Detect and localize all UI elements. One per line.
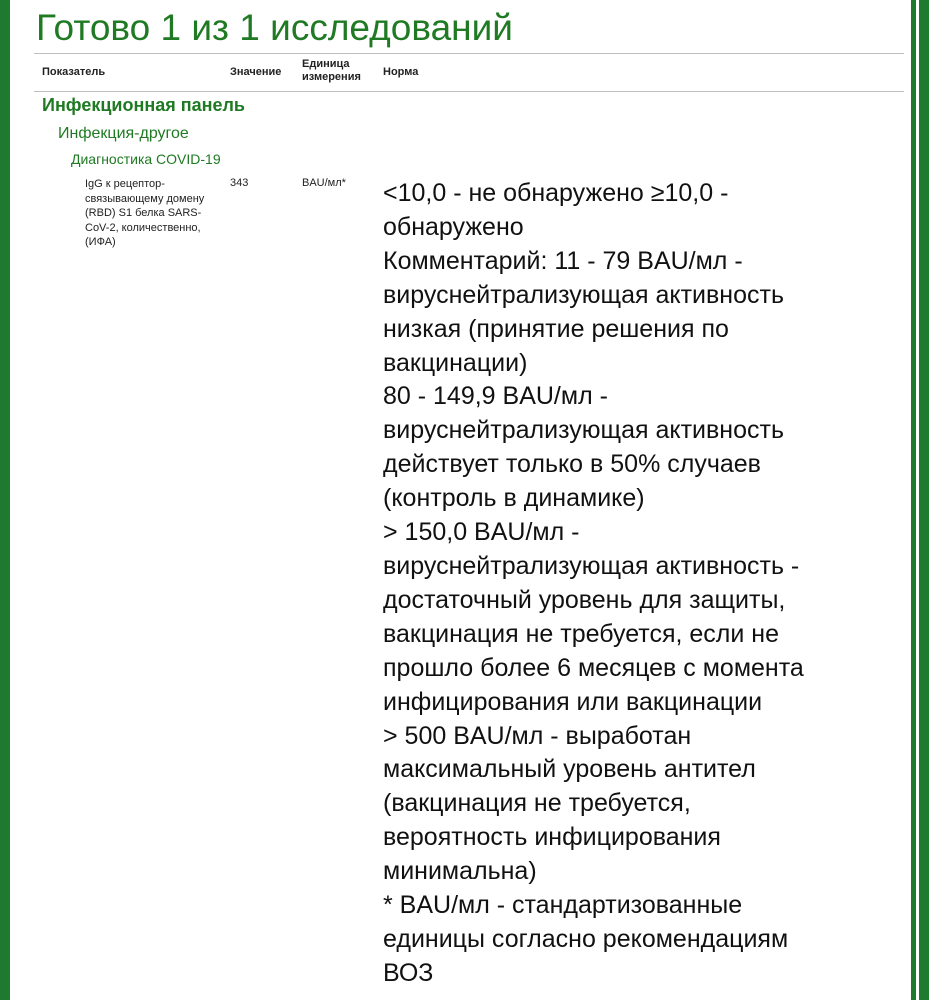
left-frame-border (0, 0, 10, 1000)
norm-line: 80 - 149,9 BAU/мл - (383, 382, 608, 411)
norm-line: обнаружено (383, 212, 524, 241)
norm-line: > 500 BAU/мл - выработан (383, 721, 692, 750)
group-covid-diagnostics[interactable]: Диагностика COVID-19 (71, 151, 221, 167)
group-infection-other[interactable]: Инфекция-другое (58, 125, 189, 142)
norm-line: действует только в 50% случаев (383, 450, 761, 479)
test-result-value: 343 (230, 177, 249, 189)
norm-line: минимальна) (383, 857, 537, 886)
header-norm: Норма (383, 66, 419, 78)
right-frame-border (911, 0, 929, 1000)
norm-line: вакцинация не требуется, если не (383, 619, 780, 648)
table-header (34, 54, 904, 92)
norm-line: вируснейтрализующая активность (383, 416, 784, 445)
test-unit: BAU/мл* (302, 177, 346, 189)
results-panel (10, 0, 911, 1000)
norm-line: Комментарий: 11 - 79 BAU/мл - (383, 246, 743, 275)
norm-line: ВОЗ (383, 958, 434, 987)
norm-line: единицы согласно рекомендациям (383, 924, 789, 953)
norm-line: максимальный уровень антител (383, 755, 756, 784)
test-name: IgG к рецептор-связывающему домену (RBD) S1 белка SARS-CoV-2, количественно, (ИФА) (85, 178, 205, 249)
page-title: Готово 1 из 1 исследований (36, 7, 513, 48)
header-value: Значение (230, 66, 282, 78)
group-infection-panel[interactable]: Инфекционная панель (42, 95, 245, 115)
norm-line: вероятность инфицирования (383, 823, 721, 852)
norm-line: вируснейтрализующая активность - (383, 551, 800, 580)
reference-norm (383, 177, 903, 991)
norm-line: * BAU/мл - стандартизованные (383, 891, 743, 920)
norm-line: прошло более 6 месяцев с момента (383, 653, 804, 682)
norm-line: (вакцинация не требуется, (383, 789, 691, 818)
norm-line: низкая (принятие решения по (383, 314, 729, 343)
norm-line: <10,0 - не обнаружено ≥10,0 - (383, 179, 729, 207)
header-unit: Единица измерения (302, 58, 361, 83)
norm-line: инфицирования или вакцинации (383, 687, 763, 716)
norm-line: вакцинации) (383, 348, 528, 377)
header-indicator: Показатель (42, 66, 106, 78)
norm-line: достаточный уровень для защиты, (383, 585, 786, 614)
norm-line: вируснейтрализующая активность (383, 280, 784, 309)
norm-line: (контроль в динамике) (383, 484, 645, 513)
norm-line: > 150,0 BAU/мл - (383, 518, 580, 547)
